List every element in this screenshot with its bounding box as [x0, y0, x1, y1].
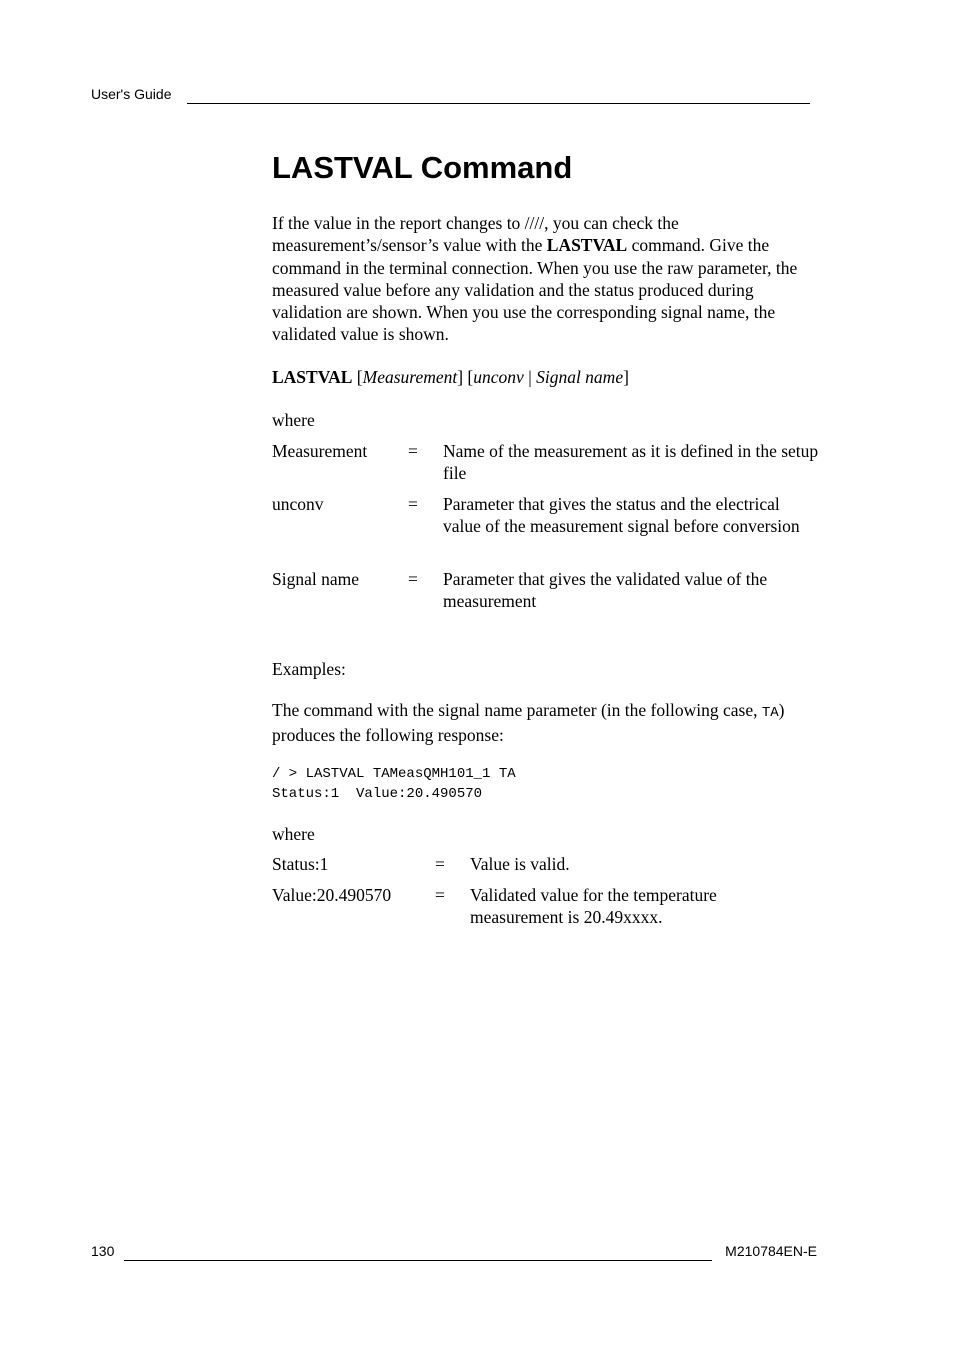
response-description: Validated value for the temperature measurement is 20.49xxxx.: [470, 885, 717, 928]
syntax-param-unconv: unconv: [473, 367, 524, 387]
document-code: M210784EN-E: [725, 1243, 817, 1259]
example-intro: [272, 699, 820, 747]
example-intro-text-1: The command with the signal name parameter (in the following case,: [272, 700, 762, 720]
command-syntax: [272, 366, 820, 388]
definition-description: Parameter that gives the validated value of the measurement: [443, 569, 768, 612]
definition-equals: =: [408, 441, 418, 461]
definition-description: Parameter that gives the status and the electrical value of the measurement signal before conversion: [443, 494, 800, 537]
header-title: User's Guide: [91, 86, 172, 102]
where-label-response: where: [272, 824, 315, 844]
syntax-close2: ]: [623, 367, 629, 387]
intro-command: LASTVAL: [546, 235, 628, 256]
intro-paragraph: [272, 212, 820, 346]
example-intro-code: TA: [761, 705, 779, 721]
header-rule: [187, 103, 810, 104]
footer-rule: [124, 1260, 712, 1261]
syntax-param-signal-name: Signal name: [536, 367, 624, 387]
definition-equals: =: [408, 569, 418, 589]
syntax-open1: [: [352, 367, 363, 387]
example-intro-text-2: ) produces the following response:: [272, 700, 785, 746]
syntax-param-measurement: Measurement: [362, 367, 458, 387]
syntax-command: LASTVAL: [272, 367, 353, 387]
response-equals: =: [435, 854, 445, 874]
definition-term: Measurement: [272, 441, 368, 461]
response-term: Value:20.490570: [272, 885, 392, 905]
code-line: Status:1 Value:20.490570: [272, 786, 483, 802]
definition-term: Signal name: [272, 569, 359, 589]
page-number: 130: [91, 1243, 115, 1259]
response-equals: =: [435, 885, 445, 905]
where-label: where: [272, 410, 315, 430]
intro-text-1: If the value in the report changes to ////, you can check the measurement’s/sensor’s value with the: [272, 213, 679, 256]
intro-text-2: command. Give the command in the terminal connection. When you use the raw parameter, the measured value before any validation and the status produced during validation are shown. When you use the corresponding signal name, the validated value is shown.: [272, 235, 798, 345]
code-example: [272, 764, 516, 804]
definition-equals: =: [408, 494, 418, 514]
syntax-separator: |: [523, 367, 537, 387]
examples-label: Examples:: [272, 659, 346, 679]
response-term: Status:1: [272, 854, 329, 874]
definition-description: Name of the measurement as it is defined in the setup file: [443, 441, 819, 484]
code-line: / > LASTVAL TAMeasQMH101_1 TA: [272, 766, 516, 782]
section-title: LASTVAL Command: [272, 150, 573, 185]
definition-term: unconv: [272, 494, 324, 514]
syntax-close1: ] [: [457, 367, 474, 387]
response-description: Value is valid.: [470, 854, 570, 874]
